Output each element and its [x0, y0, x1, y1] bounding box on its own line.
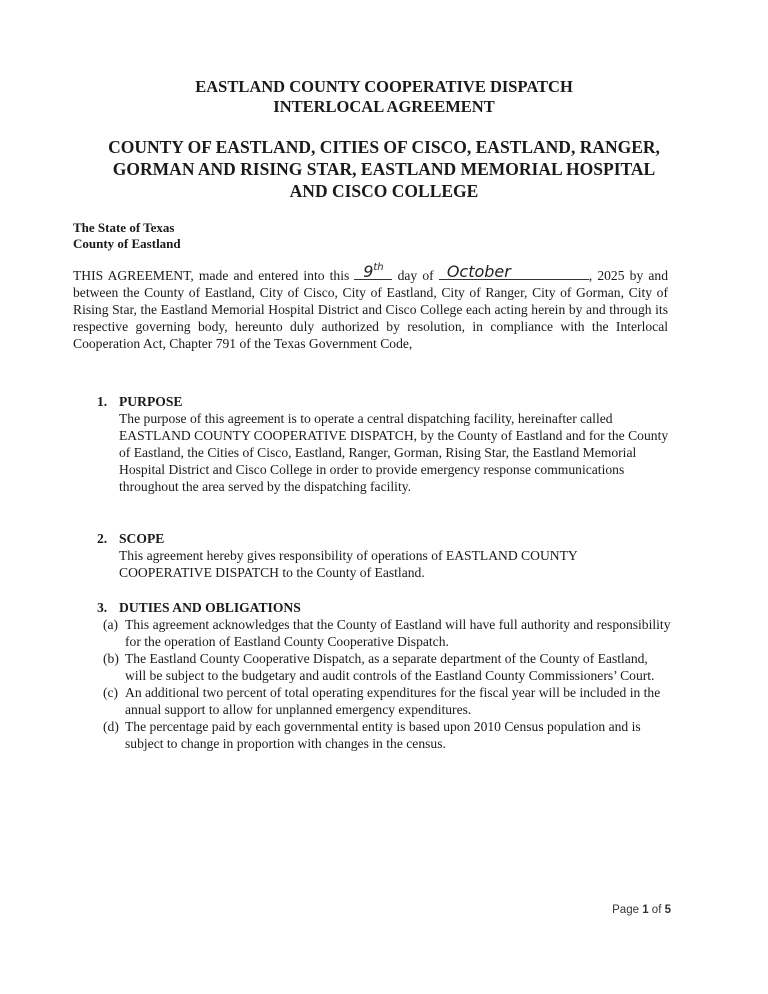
section-title: PURPOSE: [119, 394, 183, 409]
section-title: SCOPE: [119, 531, 165, 546]
preamble-text-1: THIS AGREEMENT, made and entered into this: [73, 268, 350, 283]
duties-list: [97, 616, 672, 752]
preamble-text-2: day of: [397, 268, 434, 283]
preamble-paragraph: [73, 264, 668, 352]
page-current: 1: [642, 904, 649, 916]
page-of: of: [651, 904, 662, 916]
page-total: 5: [664, 904, 671, 916]
title-line-2: INTERLOCAL AGREEMENT: [273, 97, 495, 116]
section-title: DUTIES AND OBLIGATIONS: [119, 600, 301, 615]
section-text: This agreement hereby gives responsibility of operations of EASTLAND COUNTY COOPERATIVE DISPATCH to the County of Eastland.: [119, 548, 578, 580]
parties-line-1: COUNTY OF EASTLAND, CITIES OF CISCO, EASTLAND, RANGER,: [108, 137, 660, 157]
item-text: An additional two percent of total operating expenditures for the fiscal year will be included in the annual support to allow for unplanned emergency expenditures.: [125, 685, 661, 717]
parties-line-3: AND CISCO COLLEGE: [289, 181, 479, 201]
list-item: [103, 616, 672, 650]
jurisdiction-block: [73, 220, 181, 252]
item-label: (a): [103, 617, 119, 632]
item-text: This agreement acknowledges that the County of Eastland will have full authority and responsibility for the operation of Eastland County Cooperative Dispatch.: [125, 617, 671, 649]
section-purpose: [97, 393, 672, 495]
handwritten-day-number: 9: [363, 262, 374, 281]
list-item: [103, 650, 672, 684]
section-heading: [97, 599, 672, 616]
section-text: The purpose of this agreement is to operate a central dispatching facility, hereinafter called EASTLAND COUNTY COOPERATIVE DISPATCH, by the County of Eastland and for the County of Eastland, the Cities of Cisco, Eastland, Ranger, Gorman, Rising Star, the Eastland Memorial Hospital District and Cisco College in order to provide emergency response communications throughout the area served by the dispatching facility.: [119, 411, 669, 494]
section-duties: [97, 599, 672, 752]
section-number: 3.: [97, 600, 108, 615]
section-number: 2.: [97, 531, 108, 546]
list-item: [103, 684, 672, 718]
section-number: 1.: [97, 394, 108, 409]
title-line-1: EASTLAND COUNTY COOPERATIVE DISPATCH: [195, 77, 573, 96]
handwritten-day-suffix: th: [373, 262, 384, 273]
item-text: The Eastland County Cooperative Dispatch, as a separate department of the County of Eastland, will be subject to the budgetary and audit controls of the Eastland County Commissioners’ Court.: [125, 651, 655, 683]
preamble-text-3: , 2025 by and between the County of Eastland, City of Cisco, City of Eastland, City of Ranger, City of Gorman, City of Rising Star, the Eastland Memorial Hospital District and Cisco College each acting herein by and through its respective governing body, hereunto duly authorized by resolution, in compliance with the Interlocal Cooperation Act, Chapter 791 of the Texas Government Code,: [73, 268, 669, 351]
parties-heading: [0, 136, 768, 202]
parties-line-2: GORMAN AND RISING STAR, EASTLAND MEMORIAL HOSPITAL: [112, 159, 656, 179]
page-label: Page: [612, 904, 639, 916]
section-scope: [97, 530, 672, 581]
handwritten-month: October: [439, 265, 589, 280]
section-heading: [97, 393, 672, 410]
handwritten-day: [354, 261, 392, 280]
list-item: [103, 718, 672, 752]
item-text: The percentage paid by each governmental entity is based upon 2010 Census population and is subject to change in proportion with changes in the census.: [125, 719, 641, 751]
item-label: (c): [103, 685, 119, 700]
page-number: [612, 904, 671, 916]
item-label: (d): [103, 719, 119, 734]
state-label: The State of Texas: [73, 220, 175, 235]
document-title: [0, 77, 768, 117]
county-label: County of Eastland: [73, 236, 181, 251]
item-label: (b): [103, 651, 119, 666]
section-heading: [97, 530, 672, 547]
